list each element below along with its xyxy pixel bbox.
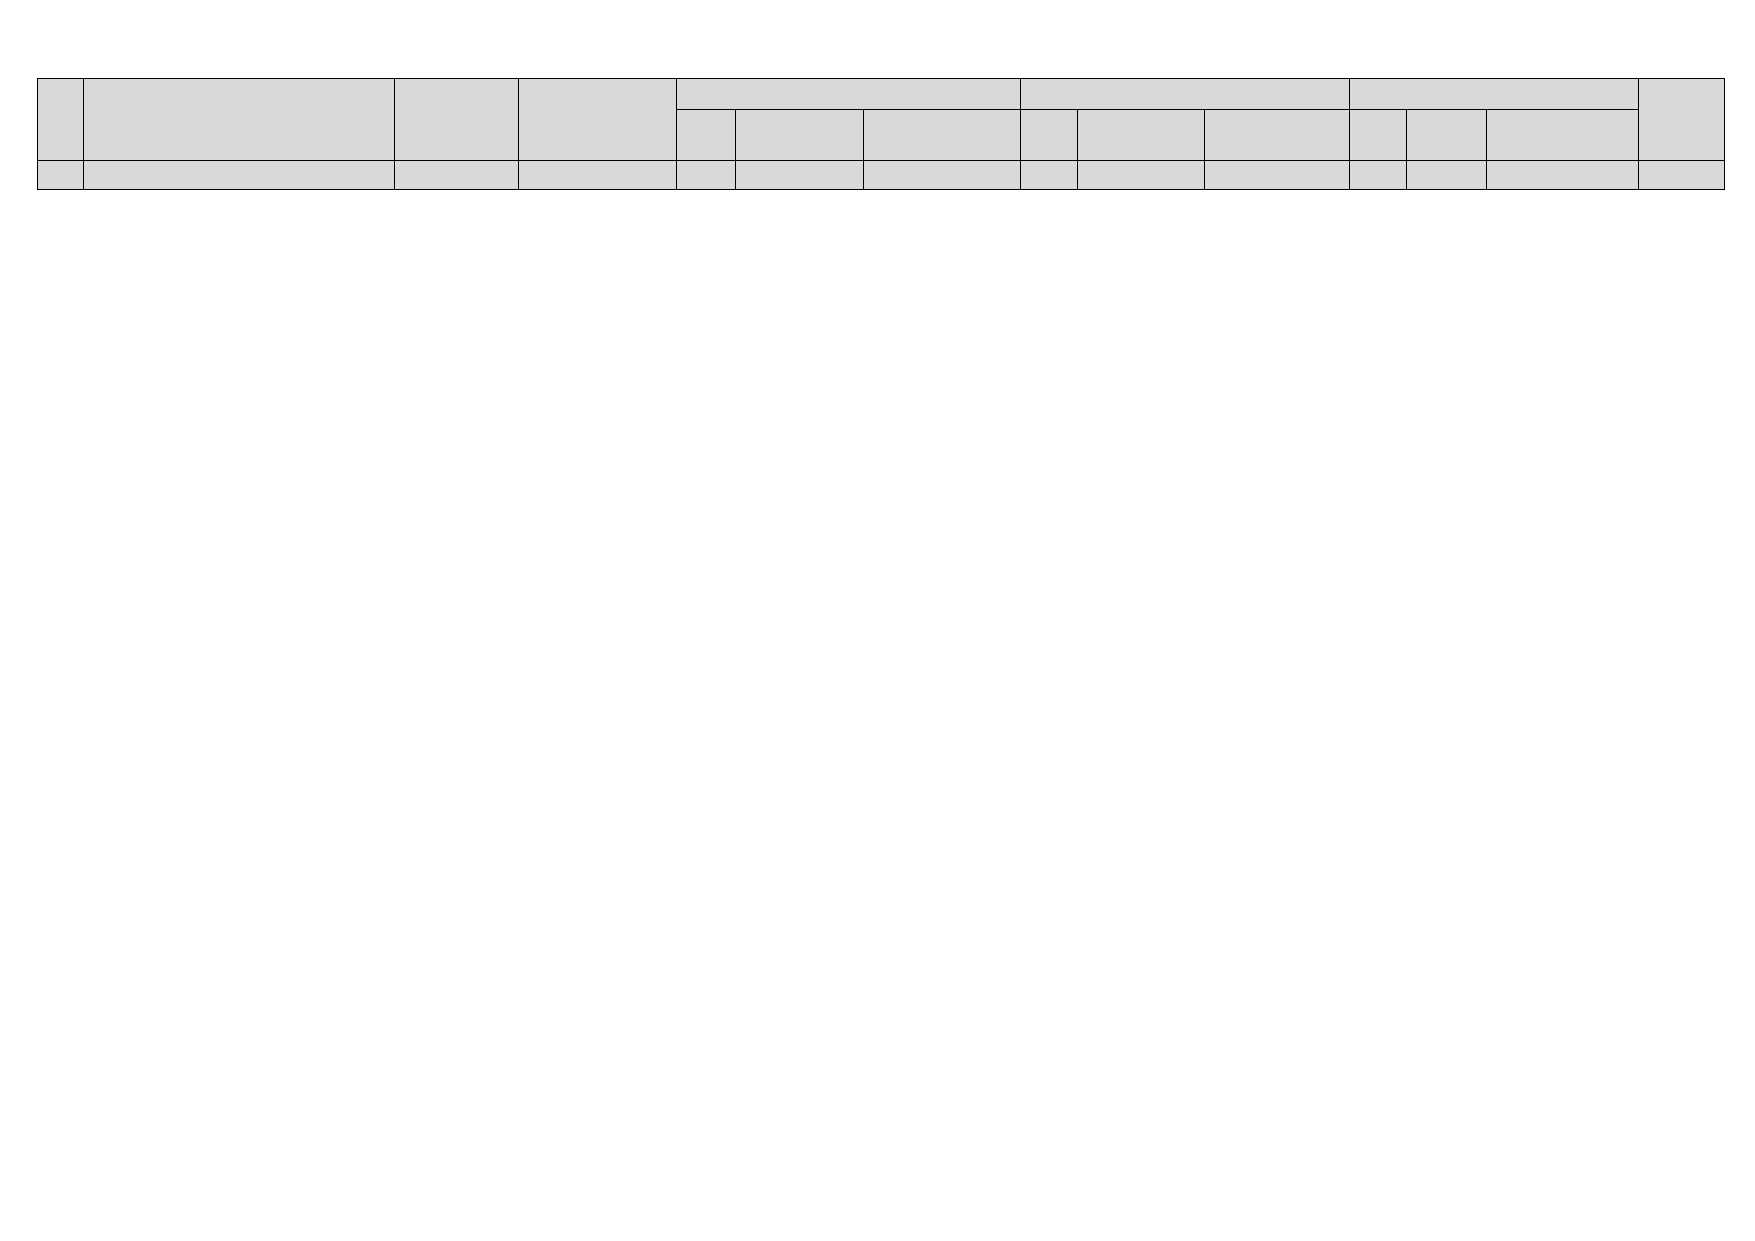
header-place [519,79,677,161]
column-letter [395,161,519,190]
column-letter [84,161,395,190]
column-letter [1407,161,1487,190]
header-group-book [677,79,1021,110]
header-book-price [736,110,864,161]
column-letter [1350,161,1407,190]
header-diff-remaining [1487,110,1639,161]
header-asset-name [84,79,395,161]
column-letter [1487,161,1639,190]
header-diff-price [1407,110,1487,161]
header-book-remaining [864,110,1021,161]
column-letter [677,161,736,190]
header-inv-remaining [1205,110,1350,161]
column-letter [519,161,677,190]
column-letter [1021,161,1078,190]
column-letter [1078,161,1205,190]
header-group-difference [1350,79,1639,110]
column-letter [1205,161,1350,190]
header-inv-qty [1021,110,1078,161]
column-letter [1639,161,1725,190]
header-group-inventory [1021,79,1350,110]
header-diff-qty [1350,110,1407,161]
header-inv-price [1078,110,1205,161]
asset-inventory-table [37,78,1725,190]
header-note [1639,79,1725,161]
column-letter [38,161,84,190]
header-book-qty [677,110,736,161]
column-letter-row [38,161,1725,190]
header-stt [38,79,84,161]
header-asset-code [395,79,519,161]
column-letter [736,161,864,190]
column-letter [864,161,1021,190]
